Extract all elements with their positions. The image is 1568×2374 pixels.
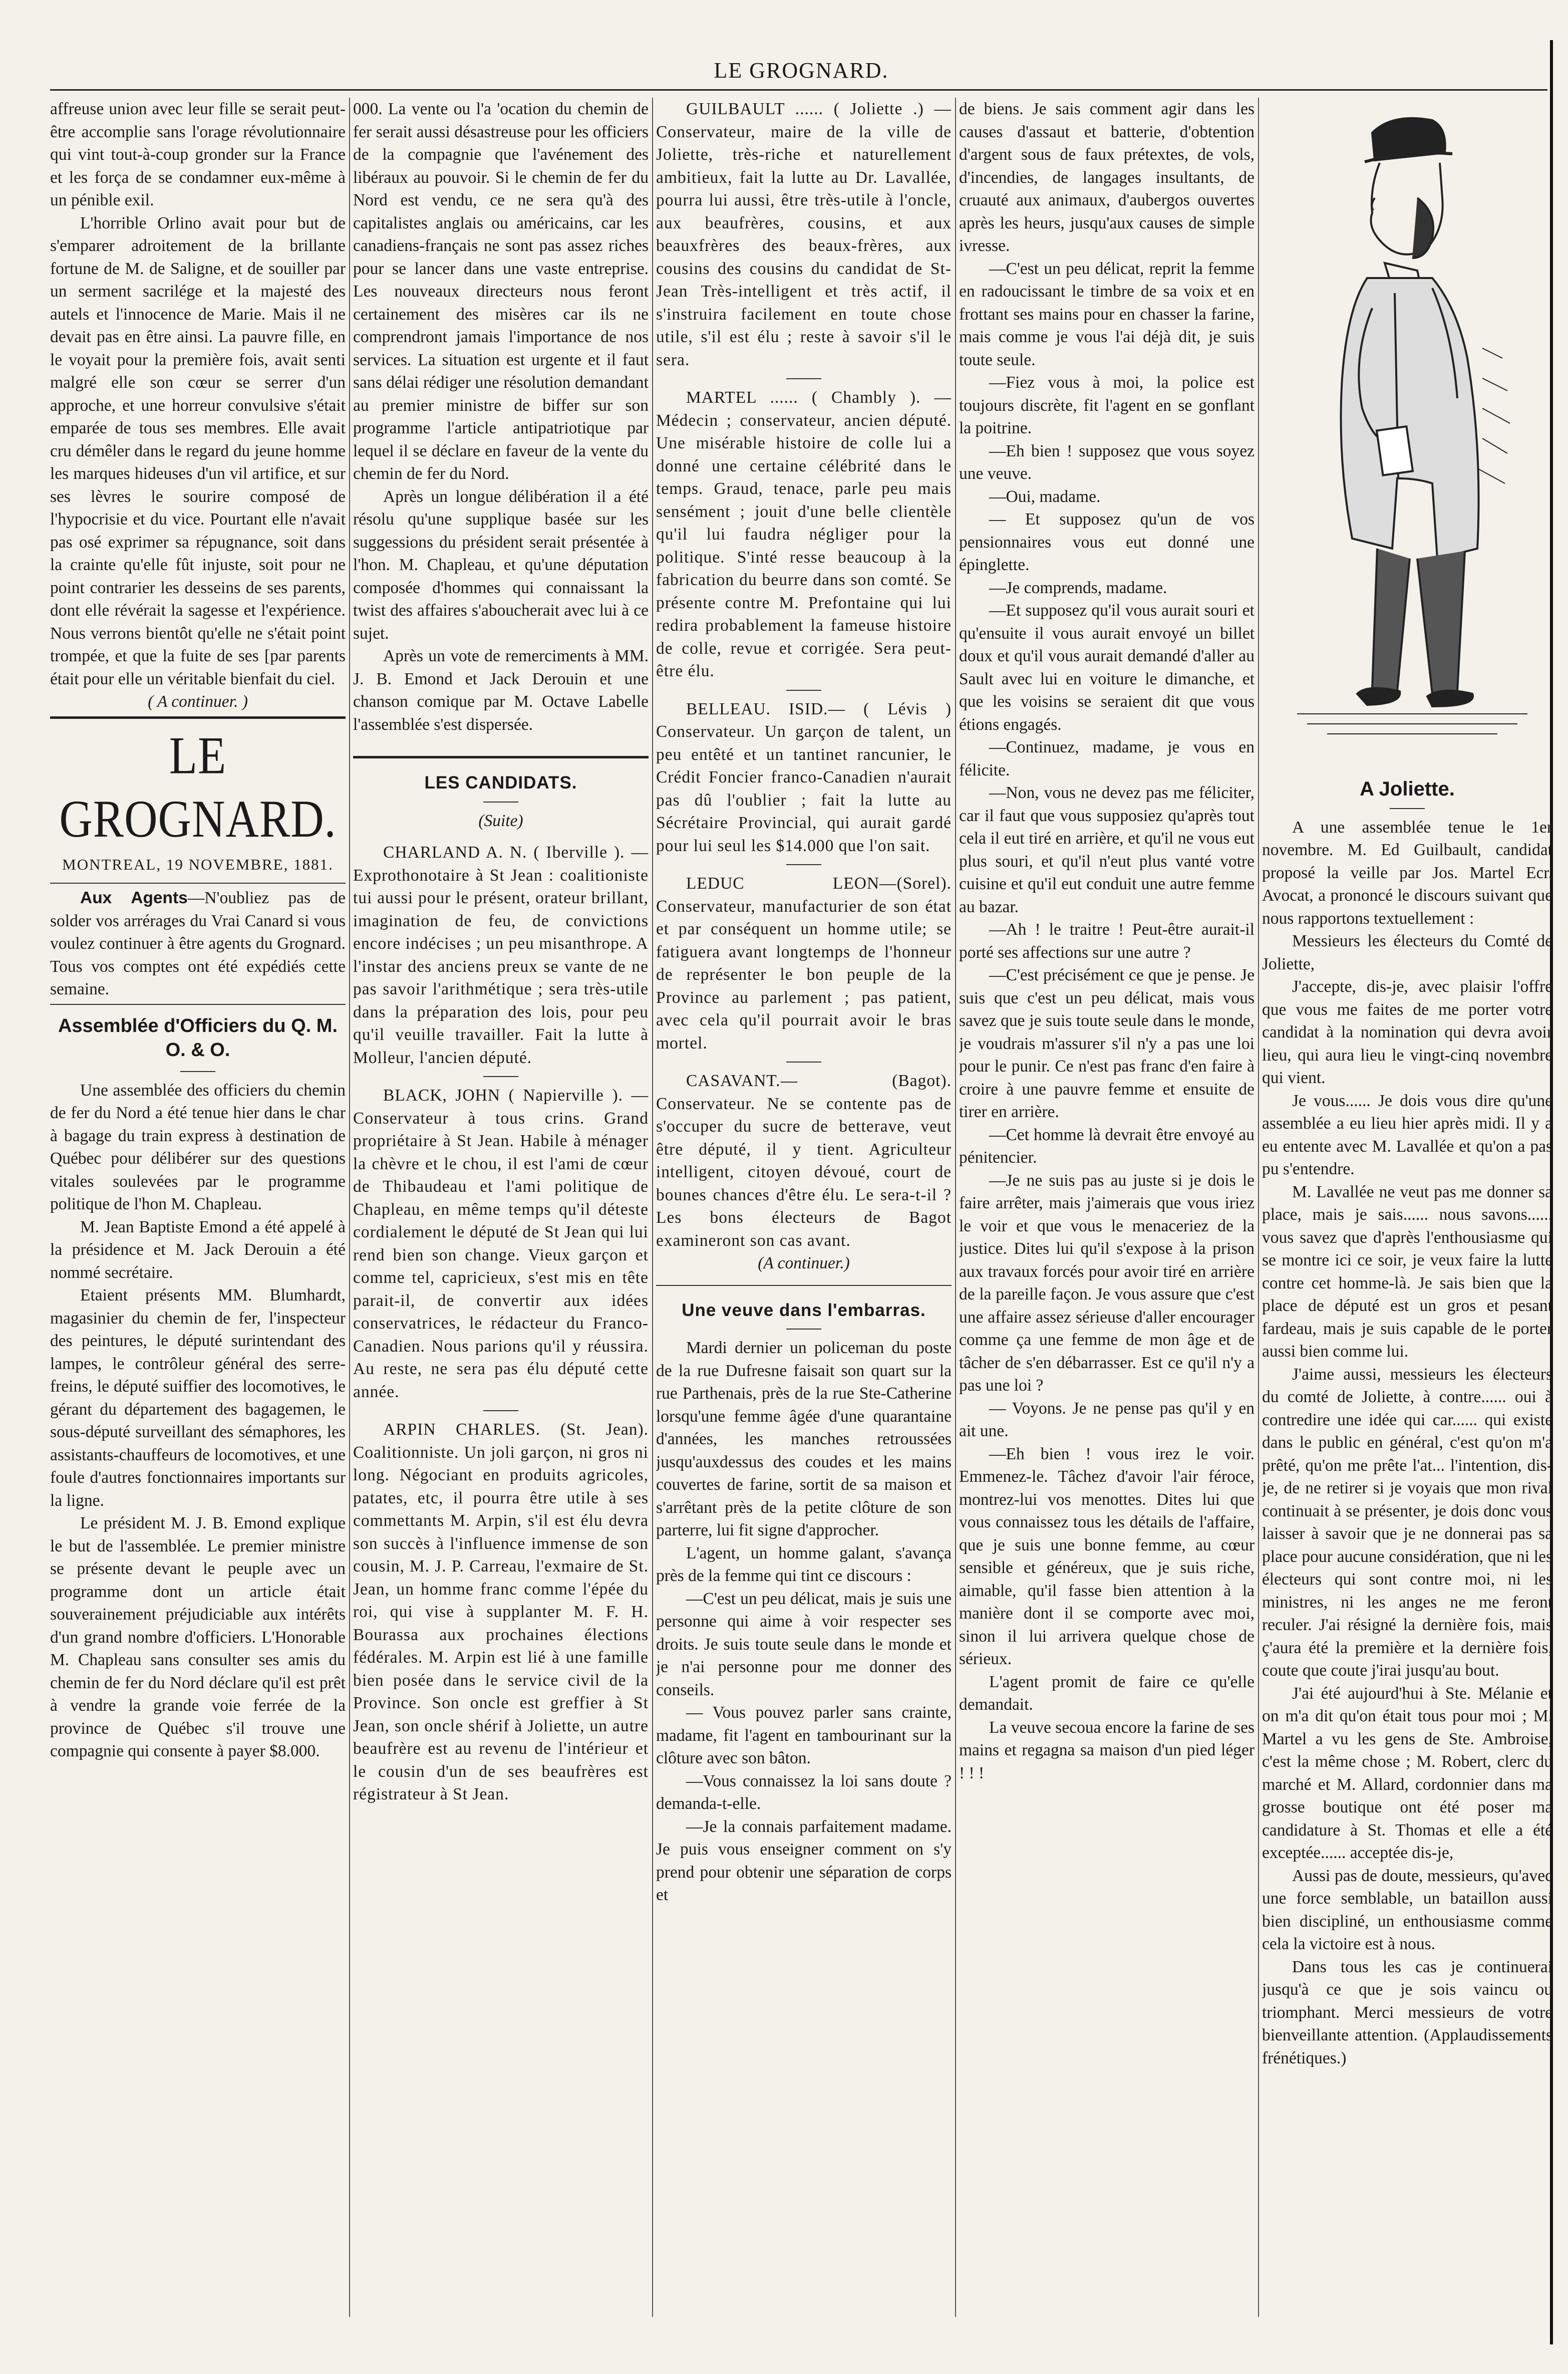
assembly-paragraph: M. Jean Baptiste Emond a été appelé à la présidence et M. Jack Derouin a été nommé secrétaire. <box>50 1217 346 1282</box>
candidate-casavant: CASAVANT.— (Bagot). Conservateur. Ne se contente pas de s'occuper du sucre de betterave, veut être député, il y tient. Agriculteur intelligent, citoyen dévoué, court de bounes chances d'être élu. Le sera-t-il ? Les bons électeurs de Bagot examineront son cas avant. <box>656 1072 952 1250</box>
candidate-arpin: ARPIN CHARLES. (St. Jean). Coalitionniste. Un joli garçon, ni gros ni long. Négociant en produits agricoles, patates, etc, il pourra être utile à ses commettants M. Arpin, s'il est élu devra son succès à l'influence immense de son cousin, M. J. P. Carreau, l'exmaire de St. Jean, un homme franc comme l'épée du roi, qui vise à supplanter M. F. H. Bourassa aux prochaines élections fédérales. M. Arpin est lié à une famille bien posée dans le service civil de la Province. Son oncle est greffier à St Jean, son oncle shérif à Joliette, un autre beaufrère est au revenu de l'intérieur et le cousin d'un de ses beaufrères est régistrateur à St Jean. <box>353 1420 649 1803</box>
assembly-paragraph: Après un vote de remerciments à MM. J. B. Emond et Jack Derouin et une chanson comique par M. Octave Labelle l'assemblée s'est dispersée. <box>353 647 649 734</box>
running-head: LE GROGNARD. <box>714 58 889 83</box>
joliette-paragraph: Je vous...... Je dois vous dire qu'une assemblée a eu lieu hier après midi. Il y a eu entente avec M. Lavallée et qu'on a pas pu s'entendre. <box>1262 1091 1552 1178</box>
assembly-paragraph: 000. La vente ou l'a 'ocation du chemin de fer serait aussi désastreuse pour les officiers de la compagnie que l'avénement des libéraux au pouvoir. Si le chemin de fer du Nord est vendu, ce ne sera qu'à des capitalistes anglais ou américains, car les canadiens-français ne sont pas assez riches pour se lancer dans une vaste entreprise. Les nouveaux directeurs nous feront certainement des misères car ils ne comprendront jamais l'importance de nos services. La situation est urgente et il faut sans délai rédiger une résolution demandant au premier ministre de biffer sur son programme l'article antipatriotique par lequel il se déclare en faveur de la vente du chemin de fer du Nord. <box>353 100 649 483</box>
widow-paragraph: —C'est précisément ce que je pense. Je suis que c'est un peu délicat, mais vous savez que je suis toute seule dans le monde, je voudrais m'assurer s'il n'y a pas une loi pour le punir. Ce n'est pas franc d'en faire à croire à une pauvre femme et ensuite de tirer en arrière. <box>959 966 1255 1121</box>
widow-paragraph: —Oui, madame. <box>989 487 1101 506</box>
column-1 <box>50 98 346 1763</box>
widow-paragraph: —Je la connais parfaitement madame. Je puis vous enseigner comment on s'y prend pour obtenir une séparation de corps et <box>656 1817 952 1904</box>
candidate-charland: CHARLAND A. N. ( Iberville ). —Exprothonotaire à St Jean : coalitioniste tui aussi pour le présent, orateur brillant, imagination de feu, de convictions encore indécises ; un peu misanthrope. A l'instar des anciens preux se vante de ne pas savoir l'arithmétique ; sera très-utile dans la préparation des lois, pour peu qu'il veuille travailler. Fait la lutte à Molleur, l'ancien député. <box>353 843 649 1067</box>
column-4 <box>959 98 1255 1784</box>
dateline: MONTREAL, 19 NOVEMBRE, 1881. <box>62 855 334 873</box>
section-rule <box>353 756 649 758</box>
widow-paragraph: Mardi dernier un policeman du poste de la rue Dufresne faisait son quart sur la rue Parthenais, près de la rue Ste-Catherine lorsqu'une femme âgée d'une quarantaine d'années, les manches retroussées jusqu'auxdessus des coudes et les mains couvertes de farine, sortit de sa maison et s'arrêtant près de la petite clôture de son parterre, lui fit signe d'approcher. <box>656 1339 952 1539</box>
assembly-heading: Assemblée d'Officiers du Q. M. O. & O. <box>58 1015 338 1061</box>
short-rule <box>786 1062 821 1063</box>
masthead-title: LE GROGNARD. <box>59 725 337 848</box>
agents-notice <box>50 887 346 1001</box>
joliette-paragraph: J'aime aussi, messieurs les électeurs du comté de Joliette, à contre...... oui à contredire une idée qui car...... qui existe dans le public en général, c'est qu'on m'a prêté, qu'on me prête l'at... l'intention, dis-je, de ne retirer si je voyais que mon rival continuait à se présenter, je dois donc vous laisser à savoir que je ne donnerai pas sa place pour aucune considération, que ni les électeurs qui sont contre moi, ni les ministres, ni les anges ne me feront reculer. J'ai résigné la dernière fois, mais ç'aura été la première et la dernière fois, coute que coute j'irai jusqu'au bout. <box>1262 1365 1552 1680</box>
feuilleton-paragraph: affreuse union avec leur fille se serait peut-être accomplie sans l'orage révolutionnaire qui vint tout-à-coup gronder sur la France et les força de se condamner eux-même à un pénible exil. <box>50 100 346 209</box>
feuilleton-paragraph: L'horrible Orlino avait pour but de s'emparer adroitement de la brillante fortune de M. de Saligne, et de souiller par un serment sacrilége et la majesté des autels et l'innocence de Marie. Mais il ne devait pas en être ainsi. La pauvre fille, en le voyait pour la première fois, avait senti malgré elle son cœur se serrer d'un approche, et une horreur convulsive s'était emparée de tous ses membres. Elle avait cru démêler dans le regard du jeune homme les marques hideuses d'un vil artifice, et sur ses lèvres le sourire composé de l'hypocrisie et du vice. Pourtant elle n'avait pas osé exprimer sa répugnance, soit dans la crainte qu'elle fût injuste, soit pour ne point contrarier les desseins de ses parents, dont elle révérait la sagesse et l'expérience. Nous verrons bientôt qu'elle ne s'était point trompée, et que la fuite de ses [par parents était pour elle un véritable bienfait du ciel. <box>50 213 346 688</box>
caricature-illustration <box>1267 98 1547 769</box>
candidates-heading: LES CANDIDATS. <box>424 773 577 793</box>
short-rule <box>483 802 518 803</box>
widow-paragraph: —Ah ! le traitre ! Peut-être aurait-il porté ses affections sur une autre ? <box>959 920 1255 962</box>
joliette-paragraph: Aussi pas de doute, messieurs, qu'avec une force semblable, un bataillon aussi bien discipliné, un enthousiasme comme cela la victoire est à nous. <box>1262 1866 1552 1953</box>
agents-lead: Aux Agents <box>80 889 188 907</box>
header-rule <box>50 89 1547 91</box>
candidate-guilbault: GUILBAULT ...... ( Joliette .) —Conservateur, maire de la ville de Joliette, très-riche et naturellement ambitieux, fait la lutte au Dr. Lavallée, pourra lui aussi, être très-utile à l'oncle, aux beaufrères, cousins, et aux beauxfrères des beaux-frères, aux cousins des cousins du candidat de St-Jean Très-intelligent et très actif, il s'instruira facilement en toute chose utile, s'il est élu ; reste à savoir s'il le sera. <box>656 100 952 369</box>
widow-paragraph: — Vous pouvez parler sans crainte, madame, fit l'agent en tambourinant sur la clôture avec son bâton. <box>656 1703 952 1767</box>
joliette-paragraph: A une assemblée tenue le 1er novembre. M. Ed Guilbault, candidat proposé la veille par Jos. Martel Ecr. Avocat, a prononcé le discours suivant que nous rapportons textuellement : <box>1262 818 1552 928</box>
widow-paragraph: —Je comprends, madame. <box>989 578 1167 597</box>
column-2 <box>353 98 649 1806</box>
column-divider <box>652 98 653 2317</box>
widow-paragraph: de biens. Je sais comment agir dans les causes d'assaut et batterie, d'obtention d'argent sous de faux prétextes, de vols, d'incendies, de langages insultants, de cruauté aux animaux, d'aubergos ouvertes après les heurs, jusqu'aux causes de simple ivresse. <box>959 100 1255 255</box>
short-rule <box>786 690 821 691</box>
widow-paragraph: —Non, vous ne devez pas me féliciter, car il faut que vous supposiez qu'après tout cela il eut tiré en arrière, et qu'il ne vous eut plus souri, et qu'il n'eut plus vanté votre cuisine et qu'il eut conduit une autre femme au bazar. <box>959 783 1255 916</box>
short-rule <box>1390 808 1425 809</box>
widow-heading: Une veuve dans l'embarras. <box>682 1300 926 1320</box>
section-rule <box>50 883 346 884</box>
short-rule <box>786 378 821 379</box>
column-divider <box>1258 98 1259 2317</box>
widow-paragraph: —Eh bien ! vous irez le voir. Emmenez-le. Tâchez d'avoir l'air féroce, montrez-lui vos menottes. Dites lui que vous connaissez tous les détails de l'affaire, que je suis une bonne femme, au cœur sensible et généreux, que je suis riche, aimable, qu'il fasse bien attention à la manière dont il se comporte avec moi, sinon il lui arrivera quelque chose de sérieux. <box>959 1444 1255 1668</box>
assembly-paragraph: Après un longue délibération il a été résolu qu'une supplique basée sur les suggessions du président serait présentée à l'hon. M. Chapleau, et qu'une députation composée d'hommes qui connaissant la twist des affaires s'aboucherait avec lui à ce sujet. <box>353 487 649 643</box>
column-3 <box>656 98 952 1907</box>
candidate-belleau: BELLEAU. ISID.— ( Lévis ) Conservateur. Un garçon de talent, un peu entêté et un tantinet rancunier, le Crédit Foncier franco-Canadien n'aurait pas dû l'oublier ; fait la lutte au Sécrétaire Provincial, qui aurait gardé pour lui seul les $14.000 que l'on sait. <box>656 699 952 855</box>
widow-paragraph: —Vous connaissez la loi sans doute ? demanda-t-elle. <box>656 1771 952 1813</box>
joliette-paragraph: Dans tous les cas je continuerai jusqu'à ce que je sois vaincu ou triomphant. Merci messieurs de votre bienveillante attention. (Applaudissements frénétiques.) <box>1262 1957 1552 2067</box>
candidate-black: BLACK, JOHN ( Napierville ). —Conservateur à tous crins. Grand propriétaire à St Jean. Habile à ménager la chèvre et le chou, il est l'ami de cœur de Thibaudeau et l'ami politique de Chapleau, en même temps qu'il déteste cordialement le député de St Jean qui lui rend bien son change. Vieux garçon et comme tel, capricieux, s'est mis en tête parait-il, de convertir aux idées conservatrices, le rédacteur du Franco-Canadien. Nous parions qu'il y réussira. Au reste, ne sera pas élu député cette année. <box>353 1086 649 1401</box>
assembly-paragraph: Le président M. J. B. Emond explique le but de l'assemblée. Le premier ministre se présente devant le peuple avec un programme dont un article était souverainement préjudiciable aux intérêts d'un grand nombre d'officiers. L'Honorable M. Chapleau sans consulter ses amis du chemin de fer du Nord déclare qu'il est prêt à vendre la grande voie ferrée de la province de Québec s'il trouve une compagnie qui consente à payer $8.000. <box>50 1514 346 1760</box>
agents-text: —N'oubliez pas de solder vos arrérages du Vrai Canard si vous voulez continuer à être agents du Grognard. Tous vos comptes ont été expédiés cette semaine. <box>50 889 346 998</box>
to-be-continued: (A continuer.) <box>758 1254 850 1272</box>
column-divider <box>955 98 956 2317</box>
joliette-paragraph: M. Lavallée ne veut pas me donner sa place, mais je sais...... nous savons...... vous savez que d'après l'enthousiasme qui se montre ici ce soir, je veux faire la lutte contre cet homme-là. Je sais bien que la place de député est un gros et pesant fardeau, mais je suis capable de le porter aussi bien comme lui. <box>1262 1182 1552 1361</box>
short-rule <box>180 1071 215 1072</box>
joliette-paragraph: Messieurs les électeurs du Comté de Joliette, <box>1262 932 1552 973</box>
joliette-paragraph: J'accepte, dis-je, avec plaisir l'offre que vous me faites de me porter votre candidat à la nomination qui devra avoir lieu, qui aura lieu le vingt-cinq novembre qui vient. <box>1262 977 1552 1087</box>
widow-paragraph: —Eh bien ! supposez que vous soyez une veuve. <box>959 441 1255 483</box>
short-rule <box>483 1076 518 1077</box>
column-divider <box>349 98 350 2317</box>
widow-paragraph: — Et supposez qu'un de vos pensionnaires vous eut donné une épinglette. <box>959 510 1255 574</box>
widow-paragraph: — Voyons. Je ne pense pas qu'il y en ait une. <box>959 1399 1255 1440</box>
widow-paragraph: —Fiez vous à moi, la police est toujours discrète, fit l'agent en se gonflant la poitrine. <box>959 373 1255 437</box>
candidates-suite: (Suite) <box>478 811 523 830</box>
widow-paragraph: —Je ne suis pas au juste si je dois le faire arrêter, mais j'aimerais que vous iriez le voir et que vous le menaceriez de la justice. Dites lui qu'il s'expose à la prison aux travaux forcés pour avoir tiré en arrière de la pareille façon. Je vous assure que c'est une affaire assez sérieuse d'aller encourager comme ça une femme de mon âge et de tâcher de s'en débarrasser. Est ce qu'il n'y a pas une loi ? <box>959 1171 1255 1395</box>
to-be-continued: ( A continuer. ) <box>148 692 248 711</box>
candidate-martel: MARTEL ...... ( Chambly ). —Médecin ; conservateur, ancien député. Une misérable histoire de colle lui a donné une certaine célébrité dans le temps. Graud, tenace, parle peu mais sensément ; jouit d'une belle clientèle qu'il lui faudra négliger pour la politique. S'inté resse beaucoup à la fabrication du beurre dans son comté. Se présente contre M. Prefontaine qui lui redira probablement la fameuse histoire de colle, revue et corrigée. Sera peut-être élu. <box>656 388 952 680</box>
illustration-caption: A Joliette. <box>1360 778 1455 800</box>
widow-paragraph: —Continuez, madame, je vous en félicite. <box>959 738 1255 779</box>
widow-paragraph: L'agent promit de faire ce qu'elle demandait. <box>959 1672 1255 1714</box>
section-rule <box>50 1004 346 1005</box>
widow-paragraph: L'agent, un homme galant, s'avança près de la femme qui tint ce discours : <box>656 1543 952 1585</box>
candidate-leduc: LEDUC LEON—(Sorel). Conservateur, manufacturier de son état et par conséquent un homme utile; se fatiguera avant longtemps de l'honneur de représenter le bon peuple de la Province au parlement ; pas patient, avec cela qu'il pourrait avoir le bras mortel. <box>656 874 952 1052</box>
section-rule <box>656 1285 952 1286</box>
short-rule <box>483 1410 518 1411</box>
widow-paragraph: —Cet homme là devrait être envoyé au pénitencier. <box>959 1125 1255 1167</box>
short-rule <box>786 1329 821 1330</box>
section-rule <box>50 716 346 719</box>
joliette-paragraph: J'ai été aujourd'hui à Ste. Mélanie et on m'a dit qu'on était tous pour moi ; M. Martel a vu les gens de Ste. Ambroise, c'est la même chose ; M. Robert, clerc du marché et M. Allard, cordonnier dans ma grosse boutique ont été poser ma candidature à St. Thomas et elle a été exceptée...... acceptée dis-je, <box>1262 1684 1552 1862</box>
widow-paragraph: —Et supposez qu'il vous aurait souri et qu'ensuite il vous aurait envoyé un billet doux et qu'il vous aurait demandé d'aller au Sault avec lui en voiture le dimanche, et que les voisins se seraient dit que vous étions engagés. <box>959 601 1255 734</box>
column-5 <box>1262 98 1552 2069</box>
assembly-paragraph: Une assemblée des officiers du chemin de fer du Nord a été tenue hier dans le char à bagage du train express à destination de Québec pour délibérer sur des questions vitales soulevées par le programme politique de l'hon M. Chapleau. <box>50 1081 346 1213</box>
short-rule <box>786 864 821 865</box>
assembly-paragraph: Etaient présents MM. Blumhardt, magasinier du chemin de fer, l'inspecteur des peintures, le député surintendant des lampes, le contrôleur général des serre-freins, le député suiffier des locomotives, le gérant du département des bagagemen, le sous-député surveillant des sémaphores, les assistants-chauffeurs de locomotives, et une foule d'autres fonctionnaires importants sur la ligne. <box>50 1286 346 1510</box>
widow-paragraph: —C'est un peu délicat, mais je suis une personne qui aime à voir respecter ses droits. Je suis toute seule dans le monde et je n'ai personne pour me donner des conseils. <box>656 1589 952 1699</box>
widow-paragraph: —C'est un peu délicat, reprit la femme en radoucissant le timbre de sa voix et en frottant ses mains pour en chasser la farine, mais comme je vous l'ai déjà dit, je suis toute seule. <box>959 259 1255 369</box>
widow-paragraph: La veuve secoua encore la farine de ses mains et regagna sa maison d'un pied léger ! ! ! <box>959 1718 1255 1782</box>
